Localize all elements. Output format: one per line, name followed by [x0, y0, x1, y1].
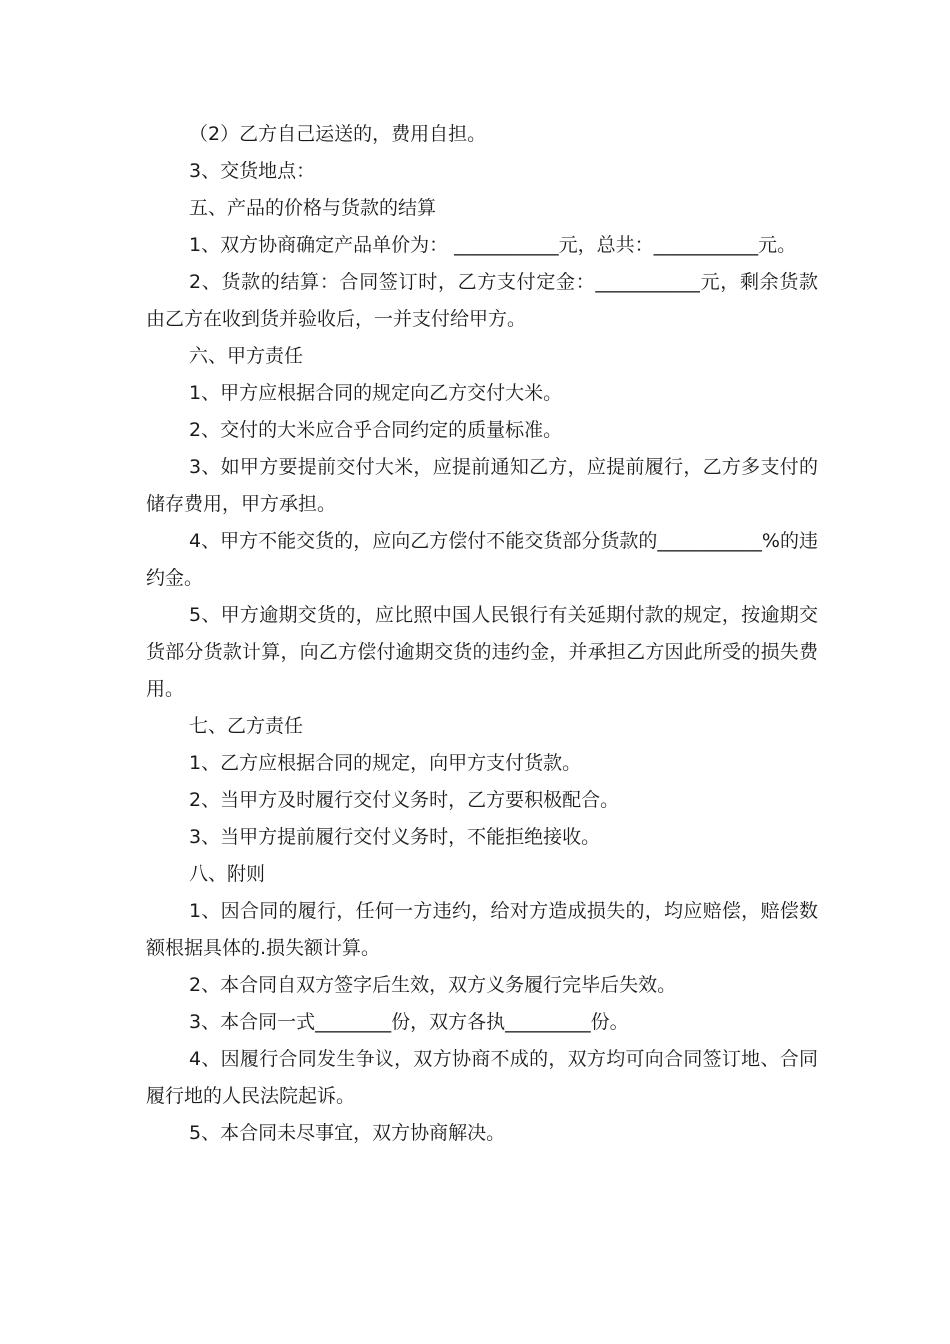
paragraph-transport-cost: （2）乙方自己运送的，费用自担。	[189, 123, 487, 145]
paragraph-supplementary-4: 4、因履行合同发生争议，双方协商不成的，双方均可向合同签订地、合同履行地的人民法院起诉。	[146, 1048, 818, 1107]
document-body	[146, 116, 818, 1152]
section-heading-price-settlement: 五、产品的价格与货款的结算	[189, 197, 437, 219]
paragraph-party-b-duty-3: 3、当甲方提前履行交付义务时，不能拒绝接收。	[189, 826, 601, 848]
paragraph-unit-price: 1、双方协商确定产品单价为： ___________元，总共：___________元。	[189, 234, 797, 256]
section-heading-supplementary: 八、附则	[189, 863, 266, 885]
paragraph-party-b-duty-2: 2、当甲方及时履行交付义务时，乙方要积极配合。	[189, 789, 620, 811]
paragraph-supplementary-3: 3、本合同一式________份，双方各执_________份。	[189, 1011, 629, 1033]
section-heading-party-a-duties: 六、甲方责任	[189, 345, 304, 367]
paragraph-party-a-duty-1: 1、甲方应根据合同的规定向乙方交付大米。	[189, 382, 563, 404]
paragraph-supplementary-5: 5、本合同未尽事宜，双方协商解决。	[189, 1122, 506, 1144]
paragraph-supplementary-2: 2、本合同自双方签字后生效，双方义务履行完毕后失效。	[189, 974, 677, 996]
section-heading-party-b-duties: 七、乙方责任	[189, 715, 304, 737]
paragraph-delivery-location: 3、交货地点：	[189, 160, 316, 182]
paragraph-payment-settlement: 2、货款的结算：合同签订时，乙方支付定金：___________元，剩余货款由乙方在收到货并验收后，一并支付给甲方。	[146, 271, 818, 330]
paragraph-supplementary-1: 1、因合同的履行，任何一方违约，给对方造成损失的，均应赔偿，赔偿数额根据具体的.损失额计算。	[146, 900, 818, 959]
paragraph-party-a-duty-3: 3、如甲方要提前交付大米，应提前通知乙方，应提前履行，乙方多支付的储存费用，甲方承担。	[146, 456, 818, 515]
paragraph-party-b-duty-1: 1、乙方应根据合同的规定，向甲方支付货款。	[189, 752, 582, 774]
paragraph-party-a-duty-2: 2、交付的大米应合乎合同约定的质量标准。	[189, 419, 563, 441]
paragraph-party-a-duty-5: 5、甲方逾期交货的，应比照中国人民银行有关延期付款的规定，按逾期交货部分货款计算，向乙方偿付逾期交货的违约金，并承担乙方因此所受的损失费用。	[146, 604, 818, 700]
paragraph-party-a-duty-4: 4、甲方不能交货的，应向乙方偿付不能交货部分货款的___________%的违约金。	[146, 530, 818, 589]
